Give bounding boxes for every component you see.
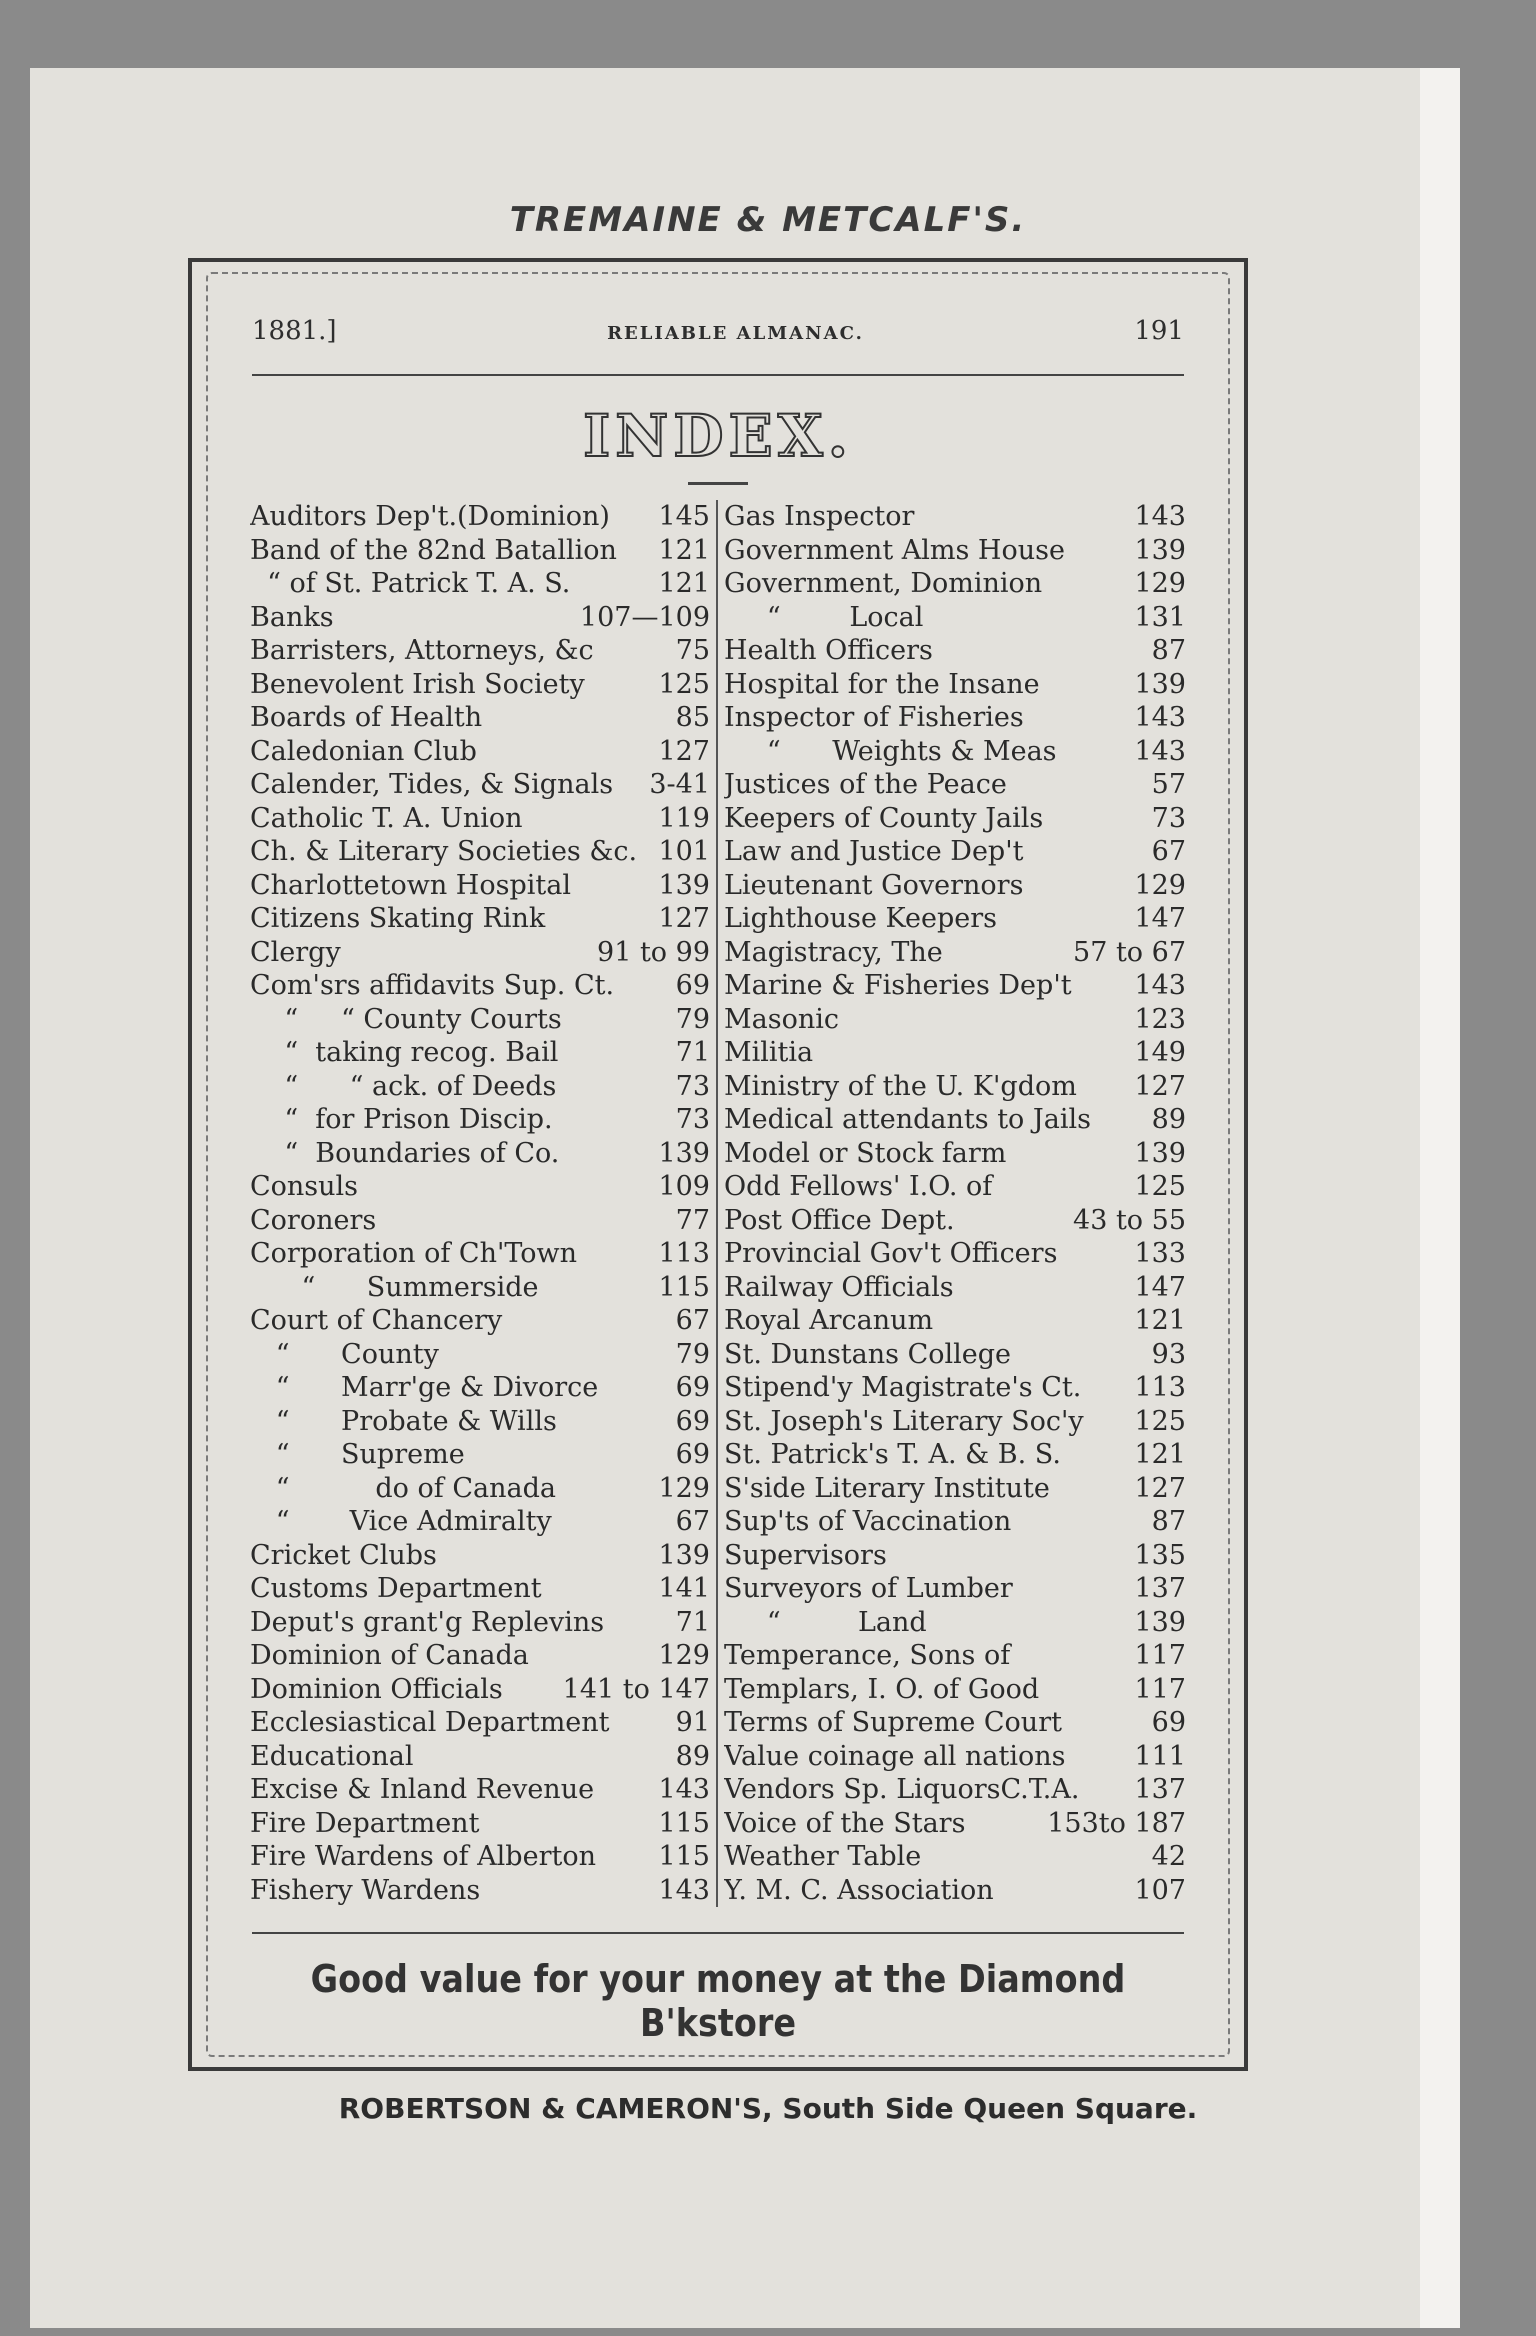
entry-page: 101	[658, 836, 710, 867]
index-entry	[724, 969, 1186, 1003]
entry-name: Gas Inspector	[724, 501, 915, 532]
index-entry	[250, 500, 710, 534]
index-entry	[250, 1003, 710, 1037]
entry-page: 121	[1134, 1439, 1186, 1470]
entry-page: 143	[1134, 501, 1186, 532]
entry-page: 125	[658, 668, 710, 700]
entry-page: 139	[1134, 534, 1186, 566]
entry-page: 121	[1134, 1305, 1186, 1336]
index-entry	[250, 1338, 710, 1372]
index-entry	[250, 1673, 710, 1707]
index-columns	[250, 500, 1186, 1907]
entry-page: 111	[1134, 1740, 1186, 1772]
entry-name: Magistracy, The	[724, 936, 943, 968]
entry-page: 143	[658, 1874, 710, 1906]
entry-name: Coroners	[250, 1204, 377, 1236]
entry-name: Inspector of Fisheries	[724, 702, 1024, 733]
index-entry	[724, 1170, 1186, 1204]
entry-name: Ch. & Literary Societies &c.	[250, 836, 638, 867]
entry-name: “ Supreme	[250, 1439, 465, 1470]
index-entry	[724, 1103, 1186, 1137]
entry-name: Ministry of the U. K'gdom	[724, 1070, 1077, 1102]
entry-name: Government, Dominion	[724, 568, 1043, 599]
entry-page: 153to 187	[1047, 1807, 1186, 1839]
index-entry	[250, 802, 710, 836]
entry-name: Y. M. C. Association	[724, 1874, 994, 1906]
entry-name: Masonic	[724, 1003, 840, 1035]
entry-name: Charlottetown Hospital	[250, 869, 571, 901]
entry-name: Provincial Gov't Officers	[724, 1238, 1058, 1269]
entry-name: Banks	[250, 601, 334, 633]
index-column-right	[718, 500, 1186, 1907]
entry-name: Benevolent Irish Society	[250, 668, 585, 700]
entry-name: Corporation of Ch'Town	[250, 1238, 578, 1269]
entry-page: 141 to 147	[562, 1673, 710, 1705]
entry-page: 127	[658, 735, 710, 767]
index-entry	[250, 969, 710, 1003]
entry-page: 71	[675, 1606, 710, 1638]
entry-page: 91	[675, 1707, 710, 1738]
index-entry	[724, 1405, 1186, 1439]
entry-name: St. Dunstans College	[724, 1338, 1011, 1370]
entry-name: “ for Prison Discip.	[250, 1104, 553, 1135]
entry-page: 125	[1134, 1171, 1186, 1202]
index-entry	[724, 1472, 1186, 1506]
index-entry	[724, 1639, 1186, 1673]
entry-name: “ Summerside	[250, 1271, 539, 1303]
index-entry	[724, 869, 1186, 903]
index-entry	[250, 768, 710, 802]
index-entry	[250, 1271, 710, 1305]
entry-page: 149	[1134, 1037, 1186, 1068]
page-header	[252, 316, 1184, 346]
entry-page: 77	[675, 1204, 710, 1236]
entry-page: 129	[658, 1472, 710, 1504]
entry-name: “ Probate & Wills	[250, 1405, 557, 1437]
index-entry	[724, 1706, 1186, 1740]
entry-page: 123	[1134, 1003, 1186, 1035]
header-rule	[252, 374, 1184, 376]
index-entry	[724, 567, 1186, 601]
index-entry	[724, 1237, 1186, 1271]
entry-name: Stipend'y Magistrate's Ct.	[724, 1372, 1082, 1403]
index-entry	[724, 1003, 1186, 1037]
entry-name: Ecclesiastical Department	[250, 1707, 610, 1738]
entry-page: 69	[1151, 1707, 1186, 1738]
index-entry	[250, 835, 710, 869]
entry-page: 139	[1134, 1137, 1186, 1169]
index-entry	[250, 1740, 710, 1774]
entry-name: Court of Chancery	[250, 1305, 503, 1336]
index-entry	[250, 1606, 710, 1640]
index-entry	[724, 534, 1186, 568]
entry-name: Customs Department	[250, 1573, 542, 1604]
entry-name: Temperance, Sons of	[724, 1640, 1011, 1671]
entry-name: Health Officers	[724, 635, 933, 666]
index-entry	[250, 1103, 710, 1137]
index-entry	[724, 1505, 1186, 1539]
entry-name: Lieutenant Governors	[724, 869, 1024, 901]
entry-page: 121	[658, 534, 710, 566]
entry-name: Fire Wardens of Alberton	[250, 1841, 596, 1872]
entry-name: Caledonian Club	[250, 735, 477, 767]
entry-name: Vendors Sp. LiquorsC.T.A.	[724, 1774, 1080, 1805]
entry-page: 117	[1134, 1673, 1186, 1705]
index-entry	[250, 1539, 710, 1573]
entry-page: 115	[658, 1271, 710, 1303]
entry-name: Com'srs affidavits Sup. Ct.	[250, 970, 615, 1001]
entry-page: 115	[658, 1807, 710, 1839]
entry-page: 121	[658, 568, 710, 599]
entry-name: Voice of the Stars	[724, 1807, 966, 1839]
entry-page: 69	[675, 1405, 710, 1437]
index-entry	[250, 1472, 710, 1506]
index-entry	[250, 1706, 710, 1740]
header-year: 1881.]	[252, 316, 337, 346]
index-frame	[188, 258, 1248, 2071]
entry-page: 147	[1134, 1271, 1186, 1303]
entry-name: Educational	[250, 1740, 414, 1772]
entry-name: Cricket Clubs	[250, 1539, 437, 1571]
entry-page: 139	[1134, 1606, 1186, 1638]
index-entry	[724, 1438, 1186, 1472]
entry-page: 107—109	[579, 601, 710, 633]
entry-name: Band of the 82nd Batallion	[250, 534, 617, 566]
entry-page: 115	[658, 1841, 710, 1872]
entry-name: Consuls	[250, 1171, 359, 1202]
entry-page: 73	[675, 1070, 710, 1102]
entry-page: 43 to 55	[1073, 1204, 1186, 1236]
entry-page: 143	[658, 1774, 710, 1805]
entry-page: 42	[1151, 1841, 1186, 1872]
header-title: RELIABLE ALMANAC.	[607, 323, 864, 344]
running-head: TREMAINE & METCALF'S.	[509, 200, 1027, 240]
entry-page: 119	[658, 802, 710, 834]
index-entry	[250, 567, 710, 601]
index-entry	[724, 668, 1186, 702]
index-entry	[724, 601, 1186, 635]
entry-page: 129	[658, 1640, 710, 1671]
footer-rule	[252, 1932, 1184, 1934]
index-entry	[724, 634, 1186, 668]
index-entry	[250, 668, 710, 702]
index-entry	[724, 1271, 1186, 1305]
entry-page: 69	[675, 970, 710, 1001]
index-entry	[724, 701, 1186, 735]
index-entry	[250, 869, 710, 903]
index-entry	[724, 1338, 1186, 1372]
index-entry	[724, 1371, 1186, 1405]
entry-page: 75	[675, 635, 710, 666]
entry-name: Boards of Health	[250, 702, 483, 733]
index-entry	[724, 1304, 1186, 1338]
entry-page: 89	[1151, 1104, 1186, 1135]
entry-name: Government Alms House	[724, 534, 1065, 566]
entry-name: Auditors Dep't.(Dominion)	[250, 501, 610, 532]
entry-page: 113	[1134, 1372, 1186, 1403]
entry-page: 85	[675, 702, 710, 733]
entry-page: 139	[658, 869, 710, 901]
entry-name: “ “ ack. of Deeds	[250, 1070, 557, 1102]
entry-name: Marine & Fisheries Dep't	[724, 970, 1072, 1001]
entry-page: 113	[658, 1238, 710, 1269]
index-entry	[250, 902, 710, 936]
entry-name: Sup'ts of Vaccination	[724, 1506, 1012, 1537]
index-entry	[250, 936, 710, 970]
index-entry	[724, 1137, 1186, 1171]
index-entry	[724, 1740, 1186, 1774]
entry-name: Deput's grant'g Replevins	[250, 1606, 605, 1638]
entry-page: 93	[1151, 1338, 1186, 1370]
index-entry	[724, 1572, 1186, 1606]
entry-page: 71	[675, 1037, 710, 1068]
index-entry	[724, 936, 1186, 970]
entry-page: 127	[658, 903, 710, 934]
entry-name: Barristers, Attorneys, &c	[250, 635, 594, 666]
entry-name: Law and Justice Dep't	[724, 836, 1024, 867]
index-entry	[250, 1807, 710, 1841]
entry-page: 137	[1134, 1774, 1186, 1805]
entry-name: Justices of the Peace	[724, 769, 1007, 800]
index-entry	[724, 1539, 1186, 1573]
entry-page: 79	[675, 1338, 710, 1370]
index-entry	[724, 500, 1186, 534]
entry-name: “ Vice Admiralty	[250, 1506, 552, 1537]
index-entry	[724, 835, 1186, 869]
entry-page: 137	[1134, 1573, 1186, 1604]
entry-name: Fire Department	[250, 1807, 480, 1839]
entry-name: “ of St. Patrick T. A. S.	[250, 568, 571, 599]
entry-page: 67	[1151, 836, 1186, 867]
index-entry	[250, 1170, 710, 1204]
index-entry	[724, 1807, 1186, 1841]
index-entry	[724, 1606, 1186, 1640]
entry-name: S'side Literary Institute	[724, 1472, 1050, 1504]
entry-name: “ do of Canada	[250, 1472, 556, 1504]
entry-name: “ County	[250, 1338, 439, 1370]
entry-name: Post Office Dept.	[724, 1204, 955, 1236]
entry-name: “ Marr'ge & Divorce	[250, 1372, 599, 1403]
entry-page: 131	[1134, 601, 1186, 633]
index-entry	[724, 1070, 1186, 1104]
entry-name: Terms of Supreme Court	[724, 1707, 1062, 1738]
entry-page: 143	[1134, 735, 1186, 767]
index-entry	[250, 1840, 710, 1874]
entry-page: 127	[1134, 1472, 1186, 1504]
entry-page: 135	[1134, 1539, 1186, 1571]
entry-name: “ “ County Courts	[250, 1003, 562, 1035]
index-entry	[724, 1036, 1186, 1070]
index-entry	[724, 768, 1186, 802]
title-rule	[688, 482, 748, 485]
entry-page: 3-41	[649, 769, 710, 800]
entry-page: 89	[675, 1740, 710, 1772]
entry-page: 67	[675, 1506, 710, 1537]
entry-page: 139	[1134, 668, 1186, 700]
entry-page: 107	[1134, 1874, 1186, 1906]
entry-name: Citizens Skating Rink	[250, 903, 546, 934]
entry-page: 129	[1134, 869, 1186, 901]
index-entry	[250, 1505, 710, 1539]
entry-name: Hospital for the Insane	[724, 668, 1040, 700]
entry-page: 79	[675, 1003, 710, 1035]
index-entry	[250, 1237, 710, 1271]
index-entry	[250, 1773, 710, 1807]
index-entry	[250, 1137, 710, 1171]
index-entry	[250, 1371, 710, 1405]
entry-page: 143	[1134, 970, 1186, 1001]
entry-name: Royal Arcanum	[724, 1305, 934, 1336]
index-title: INDEX.	[583, 402, 853, 470]
entry-name: Railway Officials	[724, 1271, 954, 1303]
entry-page: 145	[658, 501, 710, 532]
index-entry	[250, 1438, 710, 1472]
index-entry	[250, 1070, 710, 1104]
entry-name: Lighthouse Keepers	[724, 903, 997, 934]
entry-page: 129	[1134, 568, 1186, 599]
entry-name: Model or Stock farm	[724, 1137, 1007, 1169]
index-entry	[724, 1874, 1186, 1908]
entry-name: Surveyors of Lumber	[724, 1573, 1013, 1604]
entry-name: “ taking recog. Bail	[250, 1037, 559, 1068]
index-entry	[250, 1204, 710, 1238]
index-entry	[250, 1572, 710, 1606]
index-entry	[724, 1840, 1186, 1874]
index-entry	[724, 802, 1186, 836]
footer-advertisement: Good value for your money at the Diamond B'kstore	[310, 1957, 1126, 2045]
index-entry	[250, 634, 710, 668]
index-entry	[724, 902, 1186, 936]
entry-name: Medical attendants to Jails	[724, 1104, 1091, 1135]
index-entry	[250, 701, 710, 735]
index-entry	[724, 735, 1186, 769]
entry-page: 141	[658, 1573, 710, 1604]
entry-name: “ Boundaries of Co.	[250, 1137, 560, 1169]
index-entry	[724, 1673, 1186, 1707]
entry-page: 67	[675, 1305, 710, 1336]
entry-page: 87	[1151, 1506, 1186, 1537]
entry-name: Catholic T. A. Union	[250, 802, 523, 834]
entry-page: 91 to 99	[597, 936, 710, 968]
entry-name: Weather Table	[724, 1841, 922, 1872]
index-entry	[724, 1204, 1186, 1238]
entry-page: 127	[1134, 1070, 1186, 1102]
entry-page: 143	[1134, 702, 1186, 733]
index-entry	[250, 735, 710, 769]
entry-page: 87	[1151, 635, 1186, 666]
entry-page: 139	[658, 1137, 710, 1169]
index-entry	[250, 1639, 710, 1673]
index-entry	[250, 1874, 710, 1908]
entry-name: Dominion of Canada	[250, 1640, 529, 1671]
entry-name: Templars, I. O. of Good	[724, 1673, 1040, 1705]
bottom-advertisement: ROBERTSON & CAMERON'S, South Side Queen Square.	[338, 2092, 1198, 2125]
index-entry	[250, 601, 710, 635]
entry-page: 73	[675, 1104, 710, 1135]
entry-name: Value coinage all nations	[724, 1740, 1066, 1772]
entry-name: St. Joseph's Literary Soc'y	[724, 1405, 1084, 1437]
entry-page: 57	[1151, 769, 1186, 800]
entry-name: St. Patrick's T. A. & B. S.	[724, 1439, 1061, 1470]
entry-page: 69	[675, 1372, 710, 1403]
entry-name: Keepers of County Jails	[724, 802, 1044, 834]
entry-name: Supervisors	[724, 1539, 887, 1571]
entry-name: “ Weights & Meas	[724, 735, 1057, 767]
entry-name: “ Local	[724, 601, 924, 633]
index-entry	[250, 534, 710, 568]
entry-page: 69	[675, 1439, 710, 1470]
entry-page: 109	[658, 1171, 710, 1202]
index-entry	[250, 1036, 710, 1070]
entry-name: Dominion Officials	[250, 1673, 503, 1705]
entry-page: 133	[1134, 1238, 1186, 1269]
entry-name: Militia	[724, 1037, 814, 1068]
header-page-number: 191	[1134, 316, 1184, 346]
entry-name: Calender, Tides, & Signals	[250, 769, 614, 800]
entry-name: Excise & Inland Revenue	[250, 1774, 595, 1805]
index-column-left	[250, 500, 718, 1907]
index-entry	[250, 1405, 710, 1439]
page-edge	[1420, 68, 1460, 2328]
entry-page: 139	[658, 1539, 710, 1571]
entry-name: Clergy	[250, 936, 341, 968]
entry-name: Fishery Wardens	[250, 1874, 481, 1906]
entry-page: 73	[1151, 802, 1186, 834]
entry-page: 147	[1134, 903, 1186, 934]
entry-name: Odd Fellows' I.O. of	[724, 1171, 993, 1202]
entry-page: 117	[1134, 1640, 1186, 1671]
entry-page: 57 to 67	[1073, 936, 1186, 968]
index-entry	[250, 1304, 710, 1338]
index-entry	[724, 1773, 1186, 1807]
entry-name: “ Land	[724, 1606, 927, 1638]
entry-page: 125	[1134, 1405, 1186, 1437]
